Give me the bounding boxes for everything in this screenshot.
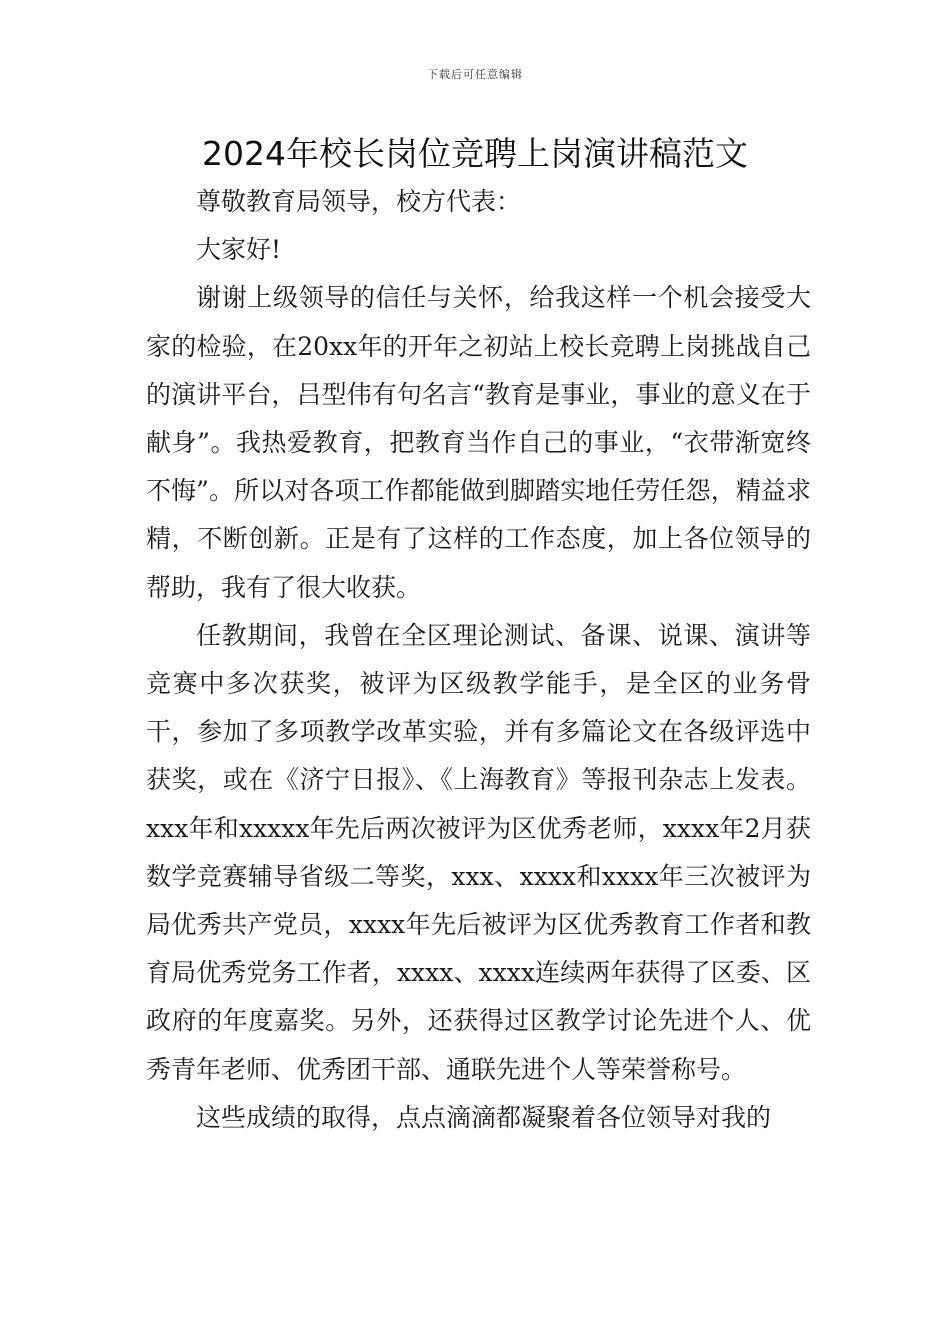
header-note: 下载后可任意编辑 — [427, 68, 523, 81]
paragraph-1: 谢谢上级领导的信任与关怀，给我这样一个机会接受大家的检验，在20xx年的开年之初站上校长竞聘上岗挑战自己的演讲平台，吕型伟有句名言“教育是事业，事业的意义在于献身”。我热爱教育，把教育当作自己的事业，“衣带渐宽终不悔”。所以对各项工作都能做到脚踏实地任劳任怨，精益求精，不断创新。正是有了这样的工作态度，加上各位领导的帮助，我有了很大收获。 — [146, 283, 811, 602]
salutation: 尊敬教育局领导，校方代表： — [196, 187, 522, 216]
paragraph-3: 这些成绩的取得，点点滴滴都凝聚着各位领导对我的 — [196, 1102, 772, 1132]
document-title: 2024年校长岗位竞聘上岗演讲稿范文 — [202, 134, 748, 173]
paragraph-2: 任教期间，我曾在全区理论测试、备课、说课、演讲等竞赛中多次获奖，被评为区级教学能手，是全区的业务骨干，参加了多项教学改革实验，并有多篇论文在各级评选中获奖，或在《济宁日报》、《上海教育》等报刊杂志上发表。xxx年和xxxxx年先后两次被评为区优秀老师，xxxx年2月获数学竞赛辅导省级二等奖，xxx、xxxx和xxxx年三次被评为局优秀共产党员，xxxx年先后被评为区优秀教育工作者和教育局优秀党务工作者，xxxx、xxxx连续两年获得了区委、区政府的年度嘉奖。另外，还获得过区教学讨论先进个人、优秀青年老师、优秀团干部、通联先进个人等荣誉称号。 — [146, 620, 811, 1084]
greeting: 大家好! — [196, 235, 282, 265]
document-body — [146, 178, 811, 1142]
